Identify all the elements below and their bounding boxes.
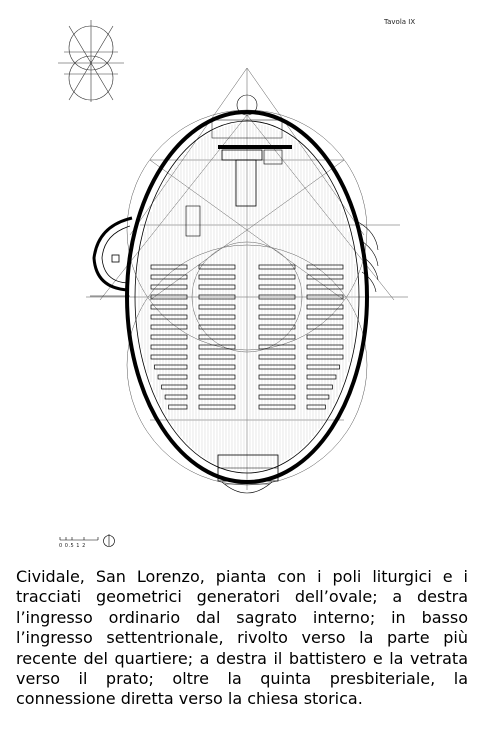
pew — [307, 395, 329, 399]
pew — [165, 395, 187, 399]
scale-labels: 0 0.5 1 2 — [59, 543, 86, 549]
caption: Cividale, San Lorenzo, pianta con i poli liturgici e i tracciati geometrici generatori dell’ovale; a destra l’ingresso ordinario dal sagrato interno; in basso l’ingresso settentrionale, rivolto verso la parte più recente del quartiere; a destra il battistero e la vetrata verso il prato; oltre la quinta presbiteriale, la connessione diretta verso la chiesa storica. — [16, 567, 468, 709]
pew — [155, 365, 187, 369]
pew — [158, 375, 187, 379]
pew — [307, 375, 336, 379]
pew — [162, 385, 187, 389]
geometry-key-diagram — [58, 20, 124, 102]
pew — [307, 405, 325, 409]
pew — [307, 365, 339, 369]
pew — [307, 385, 332, 389]
north-entrance — [218, 455, 278, 493]
pew — [169, 405, 187, 409]
plate-label: Tavola IX — [384, 18, 416, 26]
